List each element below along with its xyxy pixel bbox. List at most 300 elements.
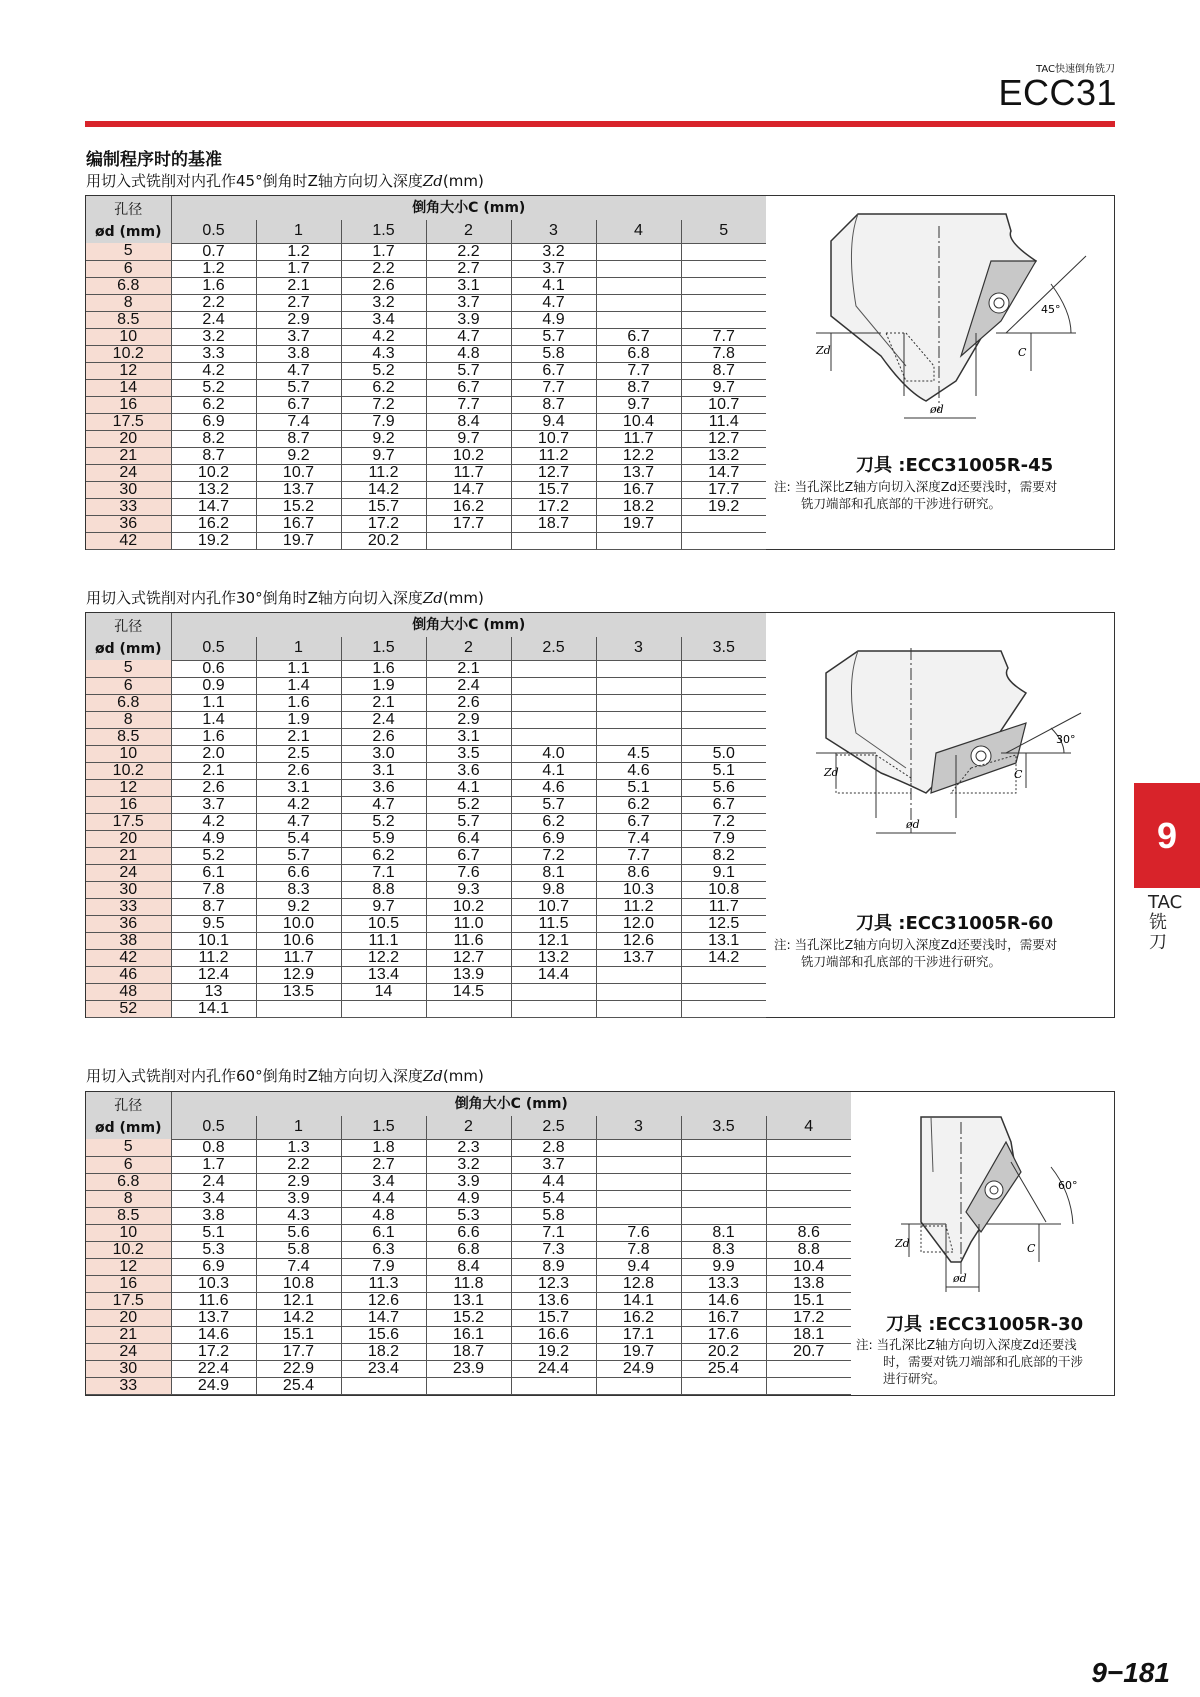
depth-cell: 13.5 <box>256 983 341 1000</box>
depth-cell: 5.2 <box>426 796 511 813</box>
table-row <box>86 447 766 464</box>
depth-cell: 4.3 <box>341 345 426 362</box>
depth-cell: 11.6 <box>426 932 511 949</box>
depth-cell <box>511 1000 596 1017</box>
data-table <box>86 613 766 1018</box>
depth-cell <box>681 243 766 260</box>
depth-cell: 3.2 <box>341 294 426 311</box>
depth-cell: 2.1 <box>426 660 511 677</box>
header-title: ECC31 <box>998 72 1117 113</box>
depth-cell: 5.0 <box>681 745 766 762</box>
depth-cell: 7.9 <box>341 1258 426 1275</box>
depth-cell: 2.7 <box>256 294 341 311</box>
depth-cell: 8.7 <box>256 430 341 447</box>
depth-cell: 2.6 <box>341 277 426 294</box>
table-row <box>86 1241 851 1258</box>
depth-cell: 10.1 <box>171 932 256 949</box>
depth-cell <box>596 1000 681 1017</box>
hole-diameter-cell: 17.5 <box>86 1292 171 1309</box>
depth-cell: 10.2 <box>171 464 256 481</box>
depth-cell <box>511 694 596 711</box>
depth-cell: 5.2 <box>171 847 256 864</box>
depth-cell: 17.7 <box>681 481 766 498</box>
depth-cell <box>681 728 766 745</box>
depth-cell: 2.6 <box>171 779 256 796</box>
depth-cell: 4.6 <box>596 762 681 779</box>
depth-cell: 4.2 <box>341 328 426 345</box>
depth-cell: 6.7 <box>426 379 511 396</box>
depth-cell: 24.4 <box>511 1360 596 1377</box>
column-header: 2 <box>426 1116 511 1139</box>
depth-cell: 8.7 <box>596 379 681 396</box>
note: 注: 当孔深比Z轴方向切入深度Zd还要浅时，需要对 铣刀端部和孔底部的干涉进行研究。 <box>774 479 1058 511</box>
depth-cell: 0.6 <box>171 660 256 677</box>
depth-cell <box>596 1156 681 1173</box>
depth-cell: 3.1 <box>426 277 511 294</box>
table-row <box>86 762 766 779</box>
column-header: 2 <box>426 220 511 243</box>
depth-cell: 14.2 <box>681 949 766 966</box>
depth-cell: 3.2 <box>511 243 596 260</box>
depth-cell: 17.6 <box>681 1326 766 1343</box>
depth-cell: 2.9 <box>256 311 341 328</box>
table-row <box>86 413 766 430</box>
depth-cell: 3.7 <box>256 328 341 345</box>
depth-cell: 10.6 <box>256 932 341 949</box>
depth-cell: 11.7 <box>426 464 511 481</box>
depth-cell <box>596 1207 681 1224</box>
hole-diameter-cell: 10.2 <box>86 345 171 362</box>
c-label: C <box>1014 768 1023 781</box>
depth-cell: 0.9 <box>171 677 256 694</box>
table-row <box>86 328 766 345</box>
depth-cell: 7.7 <box>596 847 681 864</box>
depth-cell: 2.1 <box>171 762 256 779</box>
depth-cell: 11.2 <box>511 447 596 464</box>
depth-cell: 3.7 <box>171 796 256 813</box>
hole-diameter-cell: 10 <box>86 745 171 762</box>
depth-cell: 13.2 <box>171 481 256 498</box>
depth-cell: 6.7 <box>596 813 681 830</box>
depth-cell: 8.6 <box>766 1224 851 1241</box>
depth-cell: 3.1 <box>426 728 511 745</box>
depth-cell <box>511 728 596 745</box>
page-number: 9−181 <box>1091 1657 1170 1688</box>
column-header: 4 <box>596 220 681 243</box>
depth-cell: 12.1 <box>256 1292 341 1309</box>
table-row <box>86 813 766 830</box>
hole-diameter-header: 孔径 ød (mm) <box>86 613 171 660</box>
table-block-45 <box>85 195 1115 550</box>
depth-cell <box>511 677 596 694</box>
hole-diameter-cell: 6.8 <box>86 1173 171 1190</box>
depth-cell: 1.2 <box>256 243 341 260</box>
depth-cell <box>681 311 766 328</box>
depth-cell <box>681 966 766 983</box>
table-row <box>86 260 766 277</box>
depth-cell: 4.7 <box>341 796 426 813</box>
depth-cell: 3.9 <box>256 1190 341 1207</box>
table-row <box>86 694 766 711</box>
depth-cell: 7.4 <box>256 413 341 430</box>
depth-cell: 11.7 <box>681 898 766 915</box>
depth-cell: 12.3 <box>511 1275 596 1292</box>
od-label: ød <box>953 1272 967 1285</box>
depth-cell: 19.2 <box>171 532 256 549</box>
depth-cell: 14.4 <box>511 966 596 983</box>
depth-cell: 6.3 <box>341 1241 426 1258</box>
depth-cell: 13.3 <box>681 1275 766 1292</box>
depth-cell: 7.4 <box>256 1258 341 1275</box>
depth-cell: 13.2 <box>681 447 766 464</box>
table-row <box>86 983 766 1000</box>
depth-cell: 2.2 <box>426 243 511 260</box>
depth-cell: 16.6 <box>511 1326 596 1343</box>
depth-cell <box>596 983 681 1000</box>
table-row <box>86 243 766 260</box>
table-row <box>86 396 766 413</box>
depth-cell: 8.8 <box>341 881 426 898</box>
depth-cell: 14.6 <box>171 1326 256 1343</box>
depth-cell: 10.7 <box>511 430 596 447</box>
depth-cell: 5.7 <box>511 328 596 345</box>
table-row <box>86 1000 766 1017</box>
depth-cell: 10.5 <box>341 915 426 932</box>
depth-cell: 1.3 <box>256 1139 341 1156</box>
depth-cell: 13.8 <box>766 1275 851 1292</box>
depth-cell: 15.7 <box>511 1309 596 1326</box>
depth-cell: 5.8 <box>511 1207 596 1224</box>
depth-cell: 23.9 <box>426 1360 511 1377</box>
depth-cell: 6.7 <box>426 847 511 864</box>
depth-cell <box>426 1377 511 1394</box>
table-caption: 用切入式铣削对内孔作60°倒角时Z轴方向切入深度Zd(mm) <box>86 1067 484 1085</box>
depth-cell: 19.2 <box>681 498 766 515</box>
depth-cell: 5.8 <box>256 1241 341 1258</box>
depth-cell: 15.2 <box>426 1309 511 1326</box>
depth-cell: 1.2 <box>171 260 256 277</box>
hole-diameter-cell: 12 <box>86 1258 171 1275</box>
depth-cell: 10.7 <box>511 898 596 915</box>
data-table <box>86 196 766 550</box>
column-header: 5 <box>681 220 766 243</box>
depth-cell: 2.4 <box>426 677 511 694</box>
hole-diameter-cell: 5 <box>86 1139 171 1156</box>
depth-cell: 7.9 <box>341 413 426 430</box>
depth-cell: 4.7 <box>256 362 341 379</box>
depth-cell: 18.7 <box>426 1343 511 1360</box>
hole-diameter-cell: 16 <box>86 1275 171 1292</box>
depth-cell: 12.0 <box>596 915 681 932</box>
depth-cell: 5.7 <box>511 796 596 813</box>
depth-cell: 18.7 <box>511 515 596 532</box>
depth-cell: 5.2 <box>341 362 426 379</box>
hole-diameter-cell: 42 <box>86 532 171 549</box>
depth-cell: 14.1 <box>171 1000 256 1017</box>
table-row <box>86 779 766 796</box>
table-row <box>86 745 766 762</box>
depth-cell: 3.4 <box>341 311 426 328</box>
depth-cell: 12.7 <box>511 464 596 481</box>
depth-cell <box>681 1139 766 1156</box>
depth-cell: 9.9 <box>681 1258 766 1275</box>
depth-cell: 12.6 <box>341 1292 426 1309</box>
depth-cell: 6.8 <box>426 1241 511 1258</box>
hole-diameter-cell: 12 <box>86 779 171 796</box>
depth-cell: 4.9 <box>171 830 256 847</box>
depth-cell: 17.2 <box>171 1343 256 1360</box>
depth-cell <box>426 532 511 549</box>
hole-diameter-cell: 8.5 <box>86 311 171 328</box>
depth-cell: 6.2 <box>341 379 426 396</box>
depth-cell: 14.7 <box>681 464 766 481</box>
depth-cell: 0.8 <box>171 1139 256 1156</box>
column-header: 1.5 <box>341 220 426 243</box>
table-block-30 <box>85 612 1115 1018</box>
table-row <box>86 498 766 515</box>
depth-cell: 1.8 <box>341 1139 426 1156</box>
table-row <box>86 430 766 447</box>
depth-cell: 10.8 <box>681 881 766 898</box>
depth-cell: 3.4 <box>341 1173 426 1190</box>
table-row <box>86 464 766 481</box>
depth-cell: 2.2 <box>171 294 256 311</box>
depth-cell: 6.2 <box>341 847 426 864</box>
depth-cell: 14.7 <box>341 1309 426 1326</box>
column-header: 3 <box>596 1116 681 1139</box>
depth-cell: 5.7 <box>256 847 341 864</box>
table-row <box>86 830 766 847</box>
depth-cell: 5.9 <box>341 830 426 847</box>
depth-cell: 15.7 <box>511 481 596 498</box>
depth-cell: 7.2 <box>341 396 426 413</box>
depth-cell: 9.2 <box>256 898 341 915</box>
hole-diameter-cell: 33 <box>86 498 171 515</box>
depth-cell <box>596 260 681 277</box>
hole-diameter-cell: 21 <box>86 847 171 864</box>
column-header: 4 <box>766 1116 851 1139</box>
depth-cell <box>681 983 766 1000</box>
depth-cell: 5.8 <box>511 345 596 362</box>
table-row <box>86 379 766 396</box>
data-table <box>86 1092 851 1395</box>
depth-cell: 13.1 <box>426 1292 511 1309</box>
column-header-row <box>86 637 766 660</box>
depth-cell: 16.2 <box>426 498 511 515</box>
depth-cell: 7.6 <box>596 1224 681 1241</box>
depth-cell: 10.8 <box>256 1275 341 1292</box>
depth-cell: 6.7 <box>511 362 596 379</box>
depth-cell: 2.4 <box>171 311 256 328</box>
depth-cell: 1.6 <box>171 728 256 745</box>
hole-diameter-cell: 20 <box>86 430 171 447</box>
depth-cell <box>681 660 766 677</box>
depth-cell: 17.1 <box>596 1326 681 1343</box>
table-block-60 <box>85 1091 1115 1396</box>
depth-cell: 3.8 <box>171 1207 256 1224</box>
table-row <box>86 728 766 745</box>
hole-diameter-cell: 6 <box>86 677 171 694</box>
tool-name: 刀具 :ECC31005R-60 <box>856 913 1054 934</box>
depth-cell: 14.7 <box>426 481 511 498</box>
depth-cell: 8.7 <box>171 898 256 915</box>
depth-cell: 4.8 <box>341 1207 426 1224</box>
hole-diameter-cell: 24 <box>86 464 171 481</box>
depth-cell: 3.8 <box>256 345 341 362</box>
depth-cell: 6.9 <box>171 1258 256 1275</box>
depth-cell: 8.7 <box>681 362 766 379</box>
depth-cell: 16.7 <box>596 481 681 498</box>
depth-cell: 2.2 <box>341 260 426 277</box>
depth-cell: 7.8 <box>171 881 256 898</box>
hole-diameter-cell: 10.2 <box>86 762 171 779</box>
depth-cell: 10.2 <box>426 447 511 464</box>
depth-cell <box>681 260 766 277</box>
depth-cell: 23.4 <box>341 1360 426 1377</box>
column-header-row <box>86 1116 851 1139</box>
depth-cell <box>681 1156 766 1173</box>
depth-cell <box>511 660 596 677</box>
depth-cell: 4.5 <box>596 745 681 762</box>
depth-cell: 1.6 <box>341 660 426 677</box>
depth-cell: 2.8 <box>511 1139 596 1156</box>
depth-cell: 8.3 <box>681 1241 766 1258</box>
depth-cell: 2.4 <box>171 1173 256 1190</box>
depth-cell <box>341 1000 426 1017</box>
depth-cell <box>766 1139 851 1156</box>
depth-cell: 12.8 <box>596 1275 681 1292</box>
depth-cell: 12.5 <box>681 915 766 932</box>
depth-cell: 3.9 <box>426 311 511 328</box>
depth-cell: 14.6 <box>681 1292 766 1309</box>
depth-cell: 5.1 <box>681 762 766 779</box>
column-header: 0.5 <box>171 220 256 243</box>
depth-cell: 1.9 <box>341 677 426 694</box>
depth-cell <box>596 1190 681 1207</box>
depth-cell: 2.9 <box>256 1173 341 1190</box>
depth-cell: 7.1 <box>341 864 426 881</box>
depth-cell: 12.1 <box>511 932 596 949</box>
column-header: 1 <box>256 1116 341 1139</box>
angle-label: 45° <box>1041 303 1061 316</box>
table-row <box>86 294 766 311</box>
depth-cell: 3.9 <box>426 1173 511 1190</box>
tool-diagram-30 <box>786 643 1116 858</box>
table-row <box>86 1326 851 1343</box>
depth-cell: 16.7 <box>256 515 341 532</box>
depth-cell <box>596 966 681 983</box>
depth-cell: 11.2 <box>596 898 681 915</box>
depth-cell <box>681 677 766 694</box>
depth-cell: 8.1 <box>681 1224 766 1241</box>
depth-cell: 12.9 <box>256 966 341 983</box>
tool-name: 刀具 :ECC31005R-45 <box>856 455 1054 476</box>
table-row <box>86 311 766 328</box>
depth-cell: 2.4 <box>341 711 426 728</box>
depth-cell <box>766 1207 851 1224</box>
header-subtitle: TAC快速倒角铣刀 <box>1036 64 1115 75</box>
depth-cell: 9.7 <box>596 396 681 413</box>
depth-cell: 7.1 <box>511 1224 596 1241</box>
header-row <box>86 196 766 220</box>
depth-cell: 1.1 <box>256 660 341 677</box>
depth-cell: 16.2 <box>596 1309 681 1326</box>
depth-cell: 8.2 <box>171 430 256 447</box>
hole-diameter-cell: 5 <box>86 660 171 677</box>
depth-cell: 8.4 <box>426 413 511 430</box>
depth-cell: 11.7 <box>256 949 341 966</box>
chapter-tab-number: 9 <box>1134 783 1200 888</box>
depth-cell <box>766 1173 851 1190</box>
note: 注: 当孔深比Z轴方向切入深度Zd还要浅 时，需要对铣刀端部和孔底部的干涉 进行研究。 <box>856 1337 1084 1386</box>
depth-cell <box>596 243 681 260</box>
depth-cell: 6.6 <box>426 1224 511 1241</box>
depth-cell: 13.7 <box>256 481 341 498</box>
depth-cell <box>681 711 766 728</box>
column-header: 2.5 <box>511 637 596 660</box>
depth-cell: 22.9 <box>256 1360 341 1377</box>
hole-diameter-cell: 6.8 <box>86 694 171 711</box>
depth-cell: 8.7 <box>171 447 256 464</box>
depth-cell: 7.8 <box>681 345 766 362</box>
hole-diameter-cell: 12 <box>86 362 171 379</box>
depth-cell: 5.2 <box>171 379 256 396</box>
table-row <box>86 345 766 362</box>
depth-cell: 5.4 <box>511 1190 596 1207</box>
depth-cell: 6.7 <box>596 328 681 345</box>
depth-cell: 10.4 <box>766 1258 851 1275</box>
depth-cell: 8.7 <box>511 396 596 413</box>
table-row <box>86 1190 851 1207</box>
depth-cell: 9.3 <box>426 881 511 898</box>
depth-cell: 5.2 <box>341 813 426 830</box>
depth-cell <box>596 677 681 694</box>
depth-cell <box>681 694 766 711</box>
depth-cell: 10.7 <box>681 396 766 413</box>
hole-diameter-cell: 8 <box>86 711 171 728</box>
depth-cell <box>596 711 681 728</box>
depth-cell: 9.2 <box>341 430 426 447</box>
depth-cell: 3.4 <box>171 1190 256 1207</box>
depth-cell: 3.7 <box>511 1156 596 1173</box>
depth-cell <box>681 532 766 549</box>
depth-cell: 10.0 <box>256 915 341 932</box>
column-header: 1.5 <box>341 1116 426 1139</box>
depth-cell: 9.4 <box>511 413 596 430</box>
table-row <box>86 796 766 813</box>
od-label: ød <box>906 818 920 831</box>
depth-cell: 2.3 <box>426 1139 511 1156</box>
depth-cell <box>596 694 681 711</box>
depth-cell: 18.2 <box>596 498 681 515</box>
depth-cell: 15.1 <box>766 1292 851 1309</box>
depth-cell: 9.4 <box>596 1258 681 1275</box>
depth-cell: 19.7 <box>256 532 341 549</box>
depth-cell <box>766 1360 851 1377</box>
depth-cell: 9.8 <box>511 881 596 898</box>
depth-cell: 20.2 <box>341 532 426 549</box>
depth-cell <box>596 532 681 549</box>
depth-cell <box>256 1000 341 1017</box>
hole-diameter-cell: 8.5 <box>86 728 171 745</box>
tool-diagram-60 <box>861 1112 1111 1292</box>
depth-cell: 2.7 <box>426 260 511 277</box>
depth-cell: 11.4 <box>681 413 766 430</box>
depth-cell: 13.4 <box>341 966 426 983</box>
depth-cell: 3.6 <box>341 779 426 796</box>
depth-cell: 5.7 <box>256 379 341 396</box>
depth-cell: 3.1 <box>256 779 341 796</box>
